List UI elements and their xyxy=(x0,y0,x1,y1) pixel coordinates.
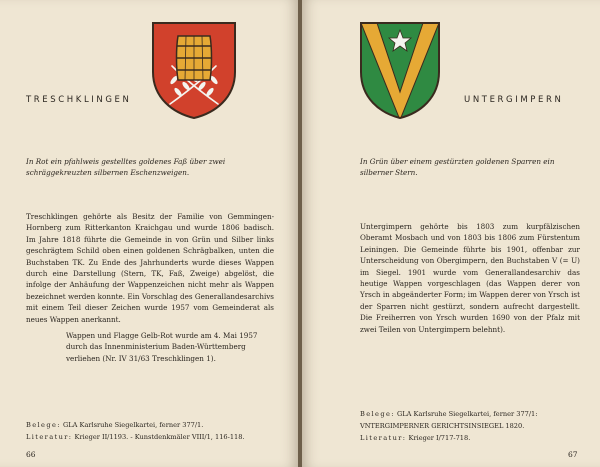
history-text: Untergimpern gehörte bis 1803 zum kurpfälzischen Oberamt Mosbach und von 1803 bis 1806 zum Fürstentum Leiningen. Die Gemeinde führte bis 1901, offenbar zur Unterscheidung von Obergimpern, den Buchstaben V (= U) im Siegel. 1901 wurde vom Generallandesarchiv das heutige Wappen vorgeschlagen (das Wappen derer von Yrsch in abgeänderter Form; im Wappen derer von Yrsch ist der Sparren nicht gestürzt, sondern aufrecht dargestellt. Die Freiherren von Yrsch wurden 1690 von der Pfalz mit zwei Teilen von Untergimpern belehnt). xyxy=(360,222,580,334)
literatur-line: Literatur: Krieger I/717-718. xyxy=(360,434,471,442)
references xyxy=(360,408,582,444)
untergimpern-coat-of-arms xyxy=(358,20,442,120)
treschklingen-coat-of-arms xyxy=(150,20,238,120)
municipality-name-treschklingen: TRESCHKLINGEN xyxy=(26,95,132,105)
literatur-line: Literatur: Krieger II/1193. - Kunstdenkmäler VIII/1, 116-118. xyxy=(26,433,245,441)
blazon-caption: In Grün über einem gestürzten goldenen Sparren ein silberner Stern. xyxy=(360,157,555,177)
blazon-caption: In Rot ein pfahlweis gestelltes goldenes Faß über zwei schräggekreuzten silbernen Eschenzweigen. xyxy=(26,157,226,177)
history-text: Treschklingen gehörte als Besitz der Familie von Gemmingen-Hornberg zum Ritterkanton Kraichgau und wurde 1806 badisch. Im Jahre 1818 führte die Gemeinde in von Grün und Silber links geschrägtem Schild oben einen goldenen Schrägbalken, unten die Buchstaben TK. Zu Ende des Jahrhunderts wurde dieses Wappen durch eine Darstellung (Stern, TK, Faß, Zweige) abgelöst, die infolge der Anhäufung der Wappenzeichen nicht mehr als Wappen bezeichnet werden konnte. Ein Vorschlag des Generallandesarchivs mit einem Teil dieser Zeichen wurde 1957 vom Gemeinderat als neues Wappen anerkannt. xyxy=(26,212,274,324)
barrel-icon xyxy=(177,36,212,80)
municipality-name-untergimpern: UNTERGIMPERN xyxy=(464,95,564,105)
references xyxy=(26,419,245,443)
flag-note: Wappen und Flagge Gelb-Rot wurde am 4. Mai 1957 durch das Innenministerium Baden-Württemberg verliehen (Nr. IV 31/63 Treschklingen 1). xyxy=(66,331,258,363)
right-page xyxy=(302,0,600,467)
belege-line: Belege: GLA Karlsruhe Siegelkartei, ferner 377/1: VNTERGIMPERNER GERICHTSINSIEGEL 1820. xyxy=(360,410,538,430)
page-number: 67 xyxy=(568,450,578,459)
belege-line: Belege: GLA Karlsruhe Siegelkartei, ferner 377/1. xyxy=(26,421,204,429)
left-page xyxy=(0,0,298,467)
page-number: 66 xyxy=(26,450,36,459)
